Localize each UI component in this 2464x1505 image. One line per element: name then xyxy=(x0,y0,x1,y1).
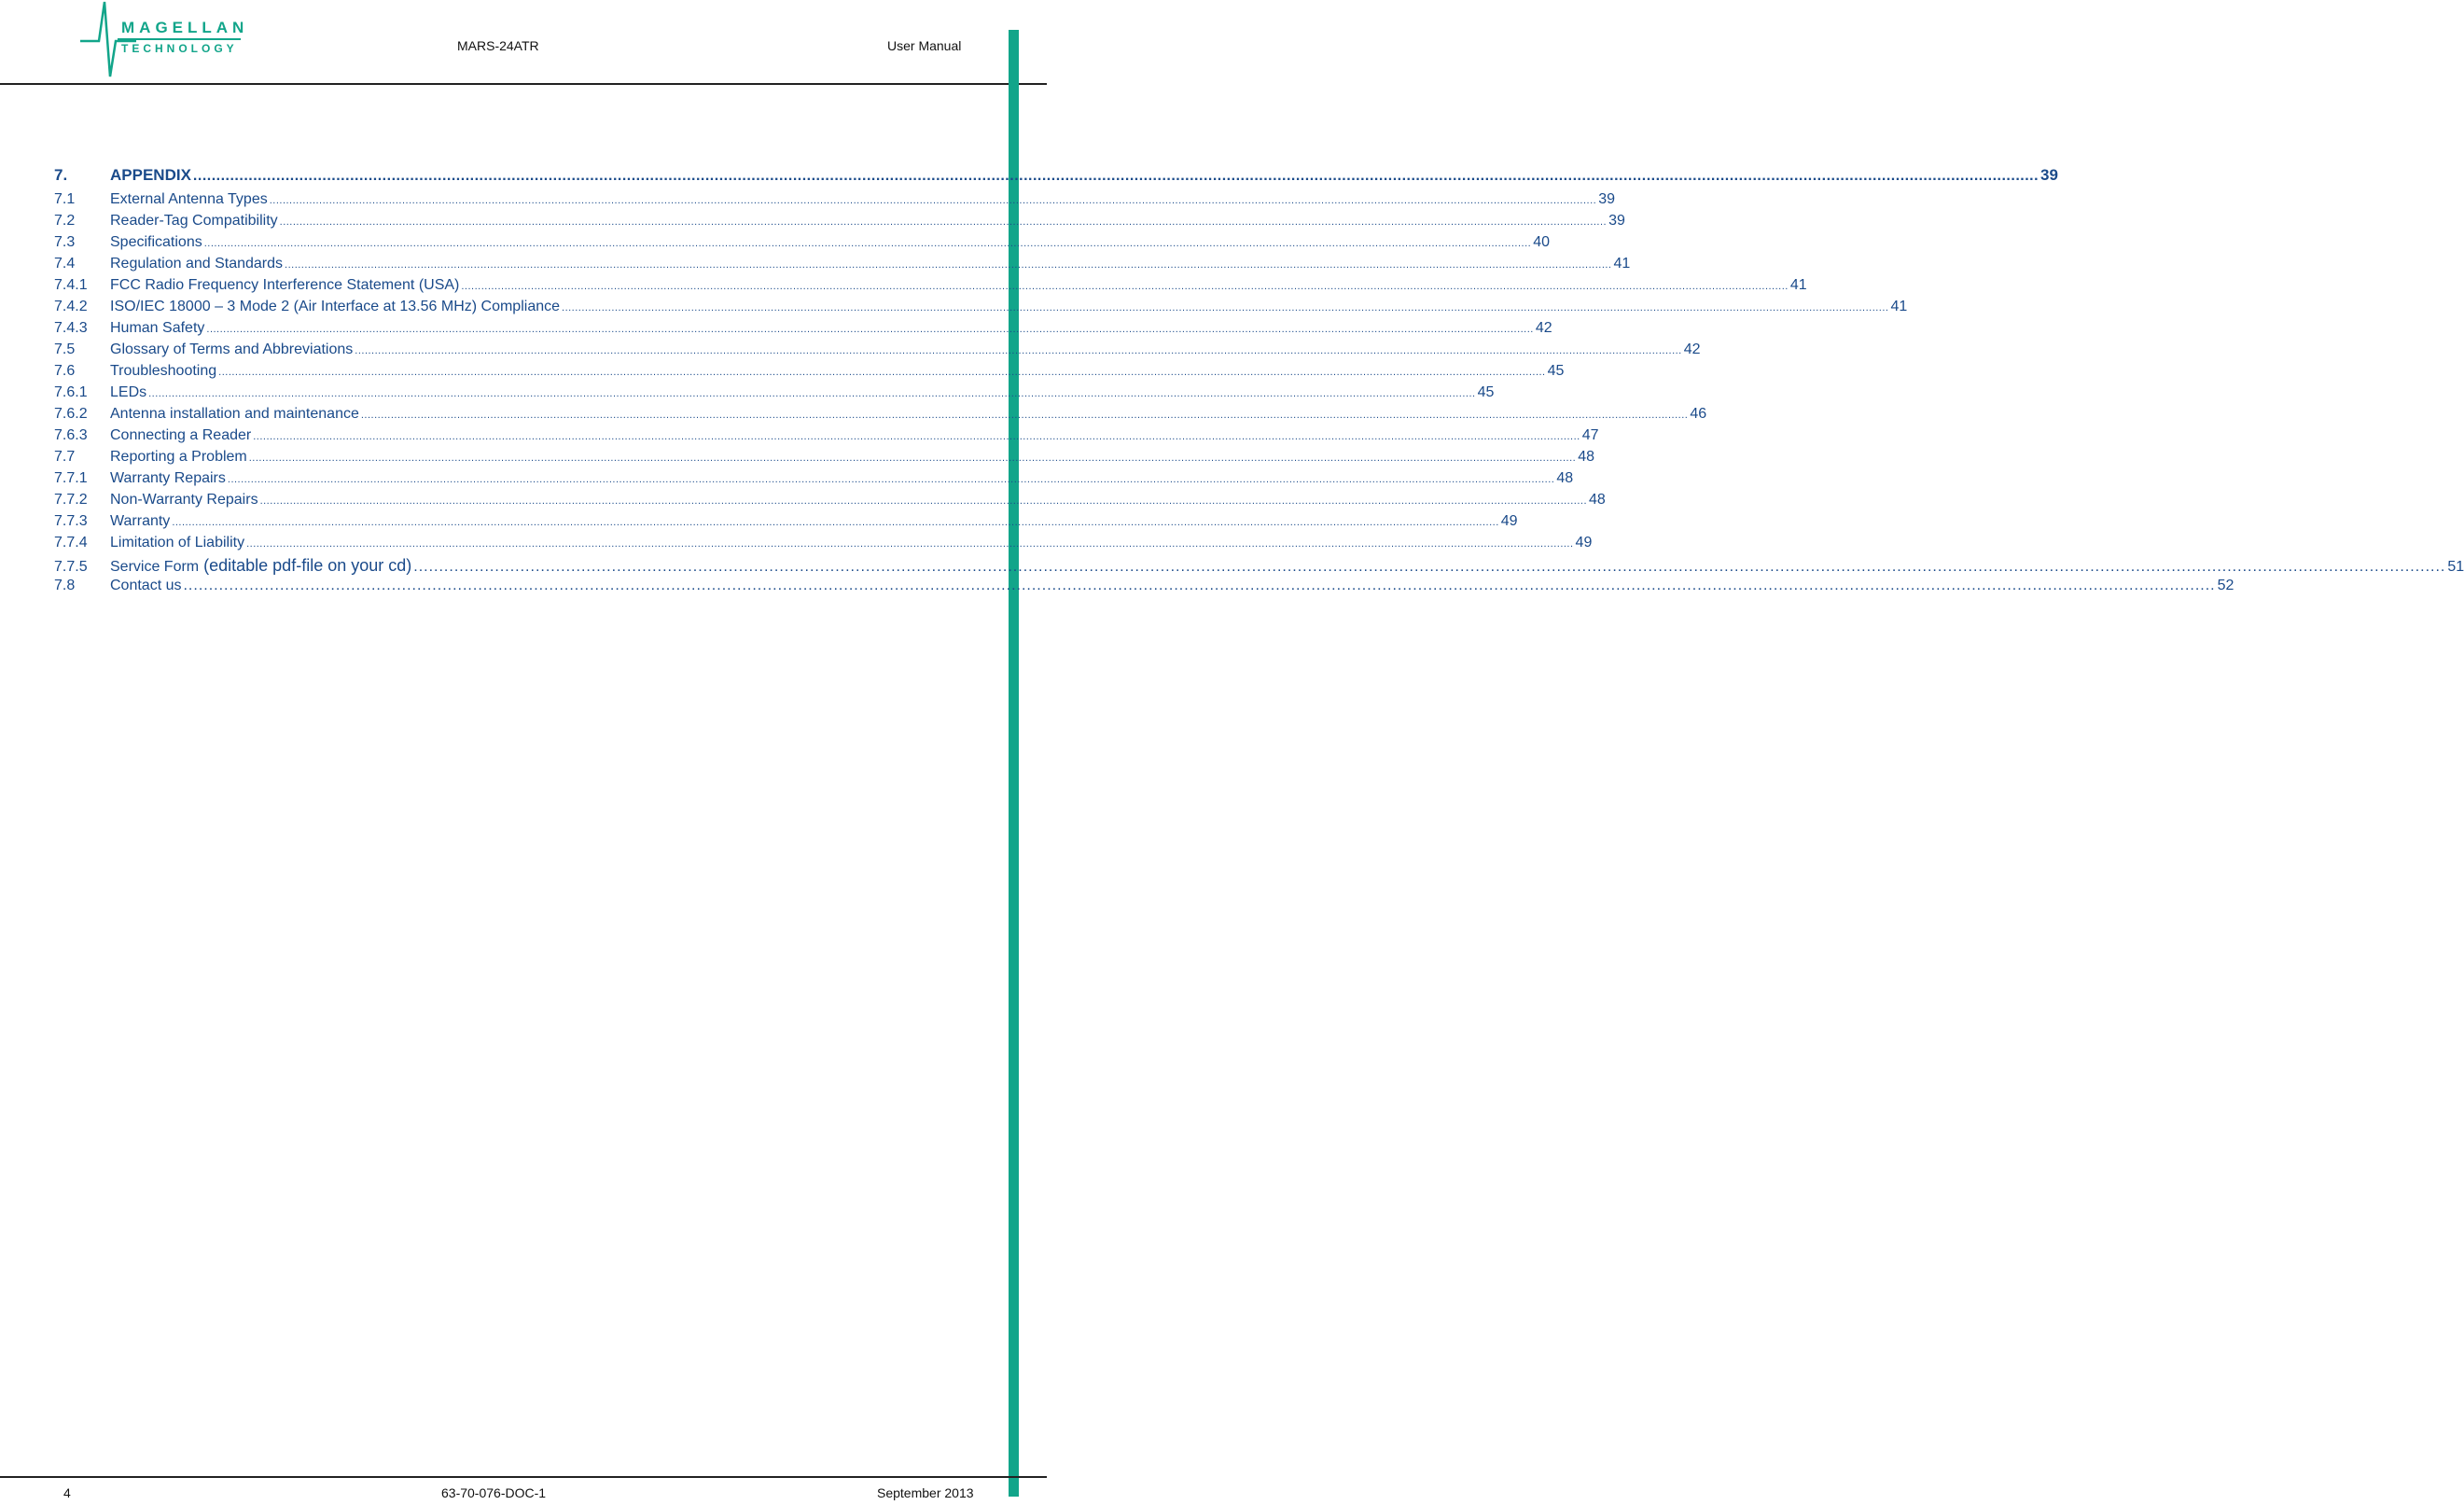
toc-entry-page: 39 xyxy=(2040,166,2058,184)
toc-entry[interactable] xyxy=(54,277,1807,299)
toc-entry-title-text: Connecting a Reader xyxy=(110,427,252,443)
toc-entry-title xyxy=(110,299,560,315)
toc-dot-leader: ................................................................................................................................................................................................................................................................................................................................................................................................................ xyxy=(172,517,1499,528)
toc-entry-number: 7.4.2 xyxy=(54,299,88,314)
toc-entry-number: 7.8 xyxy=(54,578,76,593)
toc-entry[interactable] xyxy=(54,427,1599,449)
toc-dot-leader: ................................................................................................................................................................................................................................................................................................................................................................................................................ xyxy=(285,259,1612,271)
toc-entry-page: 48 xyxy=(1589,492,1606,508)
toc-entry-number: 7. xyxy=(54,166,68,184)
toc-entry[interactable] xyxy=(54,234,1550,256)
toc-entry-page: 39 xyxy=(1598,191,1615,207)
toc-entry-number: 7.2 xyxy=(54,213,76,229)
toc-entry-page: 39 xyxy=(1608,213,1625,229)
toc-entry-number: 7.4 xyxy=(54,256,76,272)
toc-entry-title-text: Reporting a Problem xyxy=(110,449,247,465)
toc-entry-title xyxy=(110,213,278,230)
toc-entry-title xyxy=(110,166,191,185)
toc-entry[interactable] xyxy=(54,341,1701,363)
toc-entry-number: 7.5 xyxy=(54,341,76,357)
toc-entry[interactable] xyxy=(54,449,1595,470)
toc-entry-number: 7.4.1 xyxy=(54,277,88,293)
toc-dot-leader: ................................................................................................................................................................................................................................................................................................................................................................................................................ xyxy=(148,388,1476,399)
logo-wordmark-bottom: TECHNOLOGY xyxy=(121,42,238,55)
header-doc-title: MARS-24ATR xyxy=(457,38,539,53)
toc-entry-title-text: External Antenna Types xyxy=(110,191,268,207)
toc-entry-page: 41 xyxy=(1789,277,1807,293)
toc-dot-leader: ................................................................................................................................................................................................................................................................................................................................................................................................................ xyxy=(413,559,2446,575)
toc-dot-leader: ................................................................................................................................................................................................................................................................................................................................................................................................................ xyxy=(248,453,1577,464)
toc-entry-title xyxy=(110,556,411,576)
magellan-logo xyxy=(80,0,258,80)
toc-entry-title xyxy=(110,492,258,509)
toc-dot-leader: ................................................................................................................................................................................................................................................................................................................................................................................................................ xyxy=(203,238,1532,249)
toc-entry-page: 52 xyxy=(2217,578,2234,593)
toc-entry-title-text: Specifications xyxy=(110,234,202,250)
toc-entry-number: 7.3 xyxy=(54,234,76,250)
toc-entry[interactable] xyxy=(54,363,1565,384)
toc-dot-leader: ................................................................................................................................................................................................................................................................................................................................................................................................................ xyxy=(246,538,1574,550)
toc-entry-number: 7.1 xyxy=(54,191,76,207)
toc-entry-page: 49 xyxy=(1500,513,1518,529)
toc-entry[interactable] xyxy=(54,492,1606,513)
footer-page-number: 4 xyxy=(63,1485,71,1500)
toc-entry-number: 7.7.2 xyxy=(54,492,88,508)
toc-entry-title xyxy=(110,191,268,208)
toc-entry-title-text: Antenna installation and maintenance xyxy=(110,406,359,422)
toc-entry-title-text: Troubleshooting xyxy=(110,363,217,379)
footer-doc-id: 63-70-076-DOC-1 xyxy=(441,1485,547,1500)
toc-dot-leader: ................................................................................................................................................................................................................................................................................................................................................................................................................ xyxy=(562,302,1889,314)
toc-entry-title xyxy=(110,256,283,272)
toc-entry[interactable] xyxy=(54,556,2464,578)
toc-entry-page: 51 xyxy=(2447,559,2464,575)
side-accent-bar xyxy=(1009,30,1019,1497)
toc-entry-title xyxy=(110,341,353,358)
toc-entry-title xyxy=(110,578,181,594)
toc-entry-title-text: Warranty Repairs xyxy=(110,470,226,486)
toc-entry-title-text: Limitation of Liability xyxy=(110,535,245,550)
toc-entry[interactable] xyxy=(54,213,1625,234)
toc-entry-page: 46 xyxy=(1690,406,1707,422)
toc-entry-number: 7.7.3 xyxy=(54,513,88,529)
toc-entry-title-text: Service Form xyxy=(110,559,200,575)
toc-dot-leader: ................................................................................................................................................................................................................................................................................................................................................................................................................ xyxy=(269,195,1597,206)
toc-entry[interactable] xyxy=(54,578,2234,599)
toc-entry-number: 7.7.4 xyxy=(54,535,88,550)
toc-entry[interactable] xyxy=(54,513,1518,535)
toc-entry-page: 45 xyxy=(1547,363,1565,379)
toc-entry-title xyxy=(110,406,359,423)
header-divider xyxy=(0,83,1047,85)
toc-entry-title-text: Contact us xyxy=(110,578,182,593)
toc-entry-page: 40 xyxy=(1533,234,1550,250)
heartbeat-logo-icon xyxy=(80,0,136,80)
toc-dot-leader: ................................................................................................................................................................................................................................................................................................................................................................................................................ xyxy=(360,410,1689,421)
toc-entry-page: 42 xyxy=(1683,341,1701,357)
toc-dot-leader: ................................................................................................................................................................................................................................................................................................................................................................................................................ xyxy=(279,216,1608,228)
toc-dot-leader: ................................................................................................................................................................................................................................................................................................................................................................................................................ xyxy=(253,431,1580,442)
toc-entry-title-text: Glossary of Terms and Abbreviations xyxy=(110,341,354,357)
toc-entry[interactable] xyxy=(54,470,1574,492)
toc-entry-title xyxy=(110,427,251,444)
toc-entry-number: 7.7.5 xyxy=(54,559,88,575)
toc-dot-leader: ................................................................................................................................................................................................................................................................................................................................................................................................................ xyxy=(461,281,1789,292)
toc-entry[interactable] xyxy=(54,256,1631,277)
toc-entry-title xyxy=(110,535,244,551)
toc-entry-number: 7.6.3 xyxy=(54,427,88,443)
toc-entry-page: 41 xyxy=(1613,256,1631,272)
toc-entry-page: 41 xyxy=(1890,299,1908,314)
toc-entry-title-text: APPENDIX xyxy=(110,166,191,184)
toc-entry-page: 47 xyxy=(1581,427,1599,443)
toc-entry-page: 49 xyxy=(1575,535,1593,550)
toc-entry-title xyxy=(110,234,202,251)
toc-entry[interactable] xyxy=(54,535,1593,556)
toc-entry-title xyxy=(110,320,204,337)
toc-entry[interactable] xyxy=(54,384,1495,406)
logo-wordmark-top: MAGELLAN xyxy=(121,19,249,36)
toc-entry-page: 48 xyxy=(1578,449,1595,465)
toc-entry-number: 7.6.2 xyxy=(54,406,88,422)
toc-entry-page: 48 xyxy=(1556,470,1574,486)
toc-entry-title xyxy=(110,449,247,466)
header-doc-type: User Manual xyxy=(887,38,962,53)
toc-entry[interactable] xyxy=(54,320,1552,341)
toc-entry-page: 42 xyxy=(1535,320,1552,336)
footer-divider xyxy=(0,1476,1047,1478)
toc-entry-title xyxy=(110,384,146,401)
toc-entry-title-text: Non-Warranty Repairs xyxy=(110,492,258,508)
toc-dot-leader: ................................................................................................................................................................................................................................................................................................................................................................................................................ xyxy=(218,367,1546,378)
toc-entry-title xyxy=(110,470,226,487)
toc-dot-leader: ................................................................................................................................................................................................................................................................................................................................................................................................................ xyxy=(206,324,1534,335)
toc-entry[interactable] xyxy=(54,406,1707,427)
toc-entry-title-suffix: (editable pdf-file on your cd) xyxy=(199,556,412,575)
toc-entry-number: 7.7 xyxy=(54,449,76,465)
footer-date: September 2013 xyxy=(877,1485,974,1500)
toc-entry-page: 45 xyxy=(1477,384,1495,400)
toc-dot-leader: ................................................................................................................................................................................................................................................................................................................................................................................................................ xyxy=(192,168,2039,184)
toc-dot-leader: ................................................................................................................................................................................................................................................................................................................................................................................................................ xyxy=(227,474,1555,485)
toc-dot-leader: ................................................................................................................................................................................................................................................................................................................................................................................................................ xyxy=(355,345,1682,356)
toc-entry-title xyxy=(110,363,216,380)
logo-underline xyxy=(118,38,241,40)
toc-entry-title-text: ISO/IEC 18000 – 3 Mode 2 (Air Interface at 13.56 MHz) Compliance xyxy=(110,299,561,314)
toc-dot-leader: ................................................................................................................................................................................................................................................................................................................................................................................................................ xyxy=(183,578,2216,593)
toc-entry-title-text: Reader-Tag Compatibility xyxy=(110,213,278,229)
toc-entry-number: 7.7.1 xyxy=(54,470,88,486)
toc-entry-title-text: Human Safety xyxy=(110,320,205,336)
toc-entry-title-text: LEDs xyxy=(110,384,147,400)
toc-entry-number: 7.4.3 xyxy=(54,320,88,336)
toc-entry-title-text: Regulation and Standards xyxy=(110,256,284,272)
toc-entry[interactable] xyxy=(54,299,1908,320)
toc-entry-number: 7.6 xyxy=(54,363,76,379)
toc-entry-title xyxy=(110,277,459,294)
toc-entry-title-text: FCC Radio Frequency Interference Statement (USA) xyxy=(110,277,460,293)
toc-entry[interactable] xyxy=(54,166,2058,191)
toc-entry-title-text: Warranty xyxy=(110,513,171,529)
toc-entry-title xyxy=(110,513,170,530)
table-of-contents xyxy=(54,166,2464,599)
toc-dot-leader: ................................................................................................................................................................................................................................................................................................................................................................................................................ xyxy=(259,495,1588,507)
toc-entry-number: 7.6.1 xyxy=(54,384,88,400)
toc-entry[interactable] xyxy=(54,191,1615,213)
